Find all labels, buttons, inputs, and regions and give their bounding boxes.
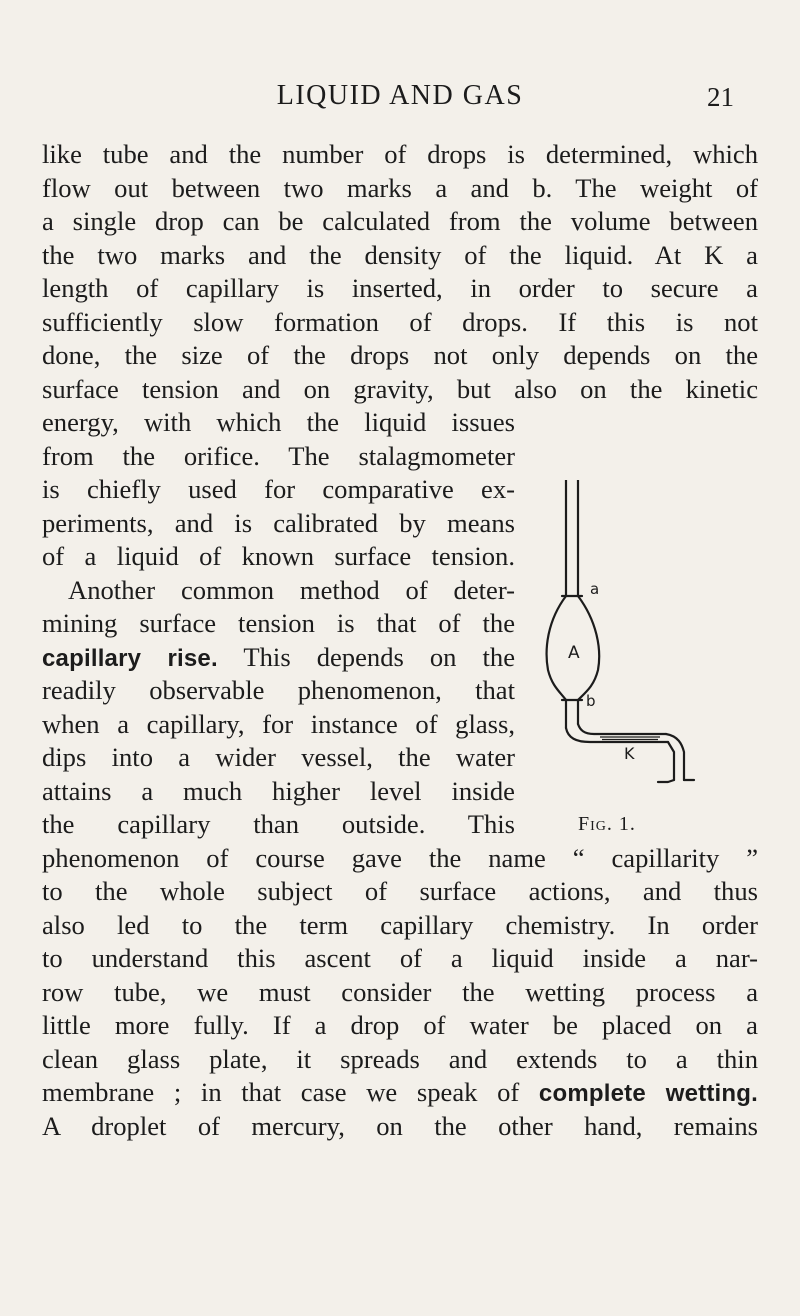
bulb-left: [547, 596, 566, 700]
text-line-27: little more fully. If a drop of water be placed on a: [42, 1010, 758, 1040]
text-line-19: dips into a wider vessel, the water: [42, 742, 515, 772]
upper-tube: [566, 480, 578, 596]
running-title: LIQUID AND GAS: [276, 80, 524, 111]
text-line-23: to the whole subject of surface actions, and thus: [42, 876, 758, 906]
figure-caption: Fig. 1.: [578, 813, 636, 835]
text-line-17: readily observable phenomenon, that: [42, 675, 515, 705]
bold-term-complete-wetting: complete wetting.: [538, 1080, 759, 1107]
bulb-right: [578, 596, 599, 700]
capillary-K-label: K: [624, 744, 635, 763]
bold-term-capillary-rise: capillary rise.: [42, 644, 218, 672]
text-line-12: periments, and is calibrated by means: [42, 507, 515, 538]
text-line-21: the capillary than outside. This: [42, 809, 515, 839]
text-line-3: a single drop can be calculated from the volume between: [42, 206, 758, 236]
text-line-16-rest: This depends on the: [217, 641, 515, 672]
text-line-25: to understand this ascent of a liquid inside a nar-: [42, 943, 758, 973]
text-line-4: the two marks and the density of the liquid. At K a: [42, 239, 758, 270]
text-line-20: attains a much higher level inside: [42, 775, 515, 806]
text-line-2: flow out between two marks a and b. The weight of: [42, 172, 758, 203]
text-line-29: [42, 1076, 758, 1110]
bulb-A-label: A: [568, 643, 580, 663]
text-line-18: when a capillary, for instance of glass,: [42, 708, 515, 739]
capillary-upper: [578, 724, 666, 734]
running-head: [0, 80, 800, 120]
text-line-15: mining surface tension is that of the: [42, 608, 515, 638]
mark-a-label: a: [590, 580, 600, 598]
text-line-30: A droplet of mercury, on the other hand, remains: [42, 1110, 758, 1141]
text-line-7: done, the size of the drops not only depends on the: [42, 340, 758, 370]
text-line-11: is chiefly used for comparative ex-: [42, 474, 515, 504]
text-line-16: [42, 641, 515, 675]
text-line-10: from the orifice. The stalagmometer: [42, 440, 515, 471]
text-line-1: like tube and the number of drops is determined, which: [42, 139, 758, 169]
stalagmometer-figure: [540, 480, 760, 810]
text-line-5: length of capillary is inserted, in order to secure a: [42, 273, 758, 303]
text-line-29-start: membrane ; in that case we speak of: [42, 1077, 539, 1107]
text-line-13: of a liquid of known surface tension.: [42, 541, 515, 571]
text-line-24: also led to the term capillary chemistry. In order: [42, 909, 758, 940]
text-line-6: sufficiently slow formation of drops. If this is not: [42, 306, 758, 337]
capillary-hatching: [600, 737, 660, 740]
text-line-14: Another common method of deter-: [68, 574, 515, 605]
text-line-26: row tube, we must consider the wetting process a: [42, 976, 758, 1007]
text-line-28: clean glass plate, it spreads and extends to a thin: [42, 1043, 758, 1074]
text-line-9: energy, with which the liquid issues: [42, 407, 515, 437]
page-number: 21: [707, 82, 734, 112]
outlet-lip-left: [658, 780, 674, 782]
mark-b-label: b: [586, 692, 596, 710]
outlet-right: [668, 742, 674, 780]
text-line-22: phenomenon of course gave the name “ capillarity ”: [42, 842, 758, 873]
text-line-8: surface tension and on gravity, but also on the kinetic: [42, 373, 758, 404]
lower-neck: [566, 700, 578, 728]
